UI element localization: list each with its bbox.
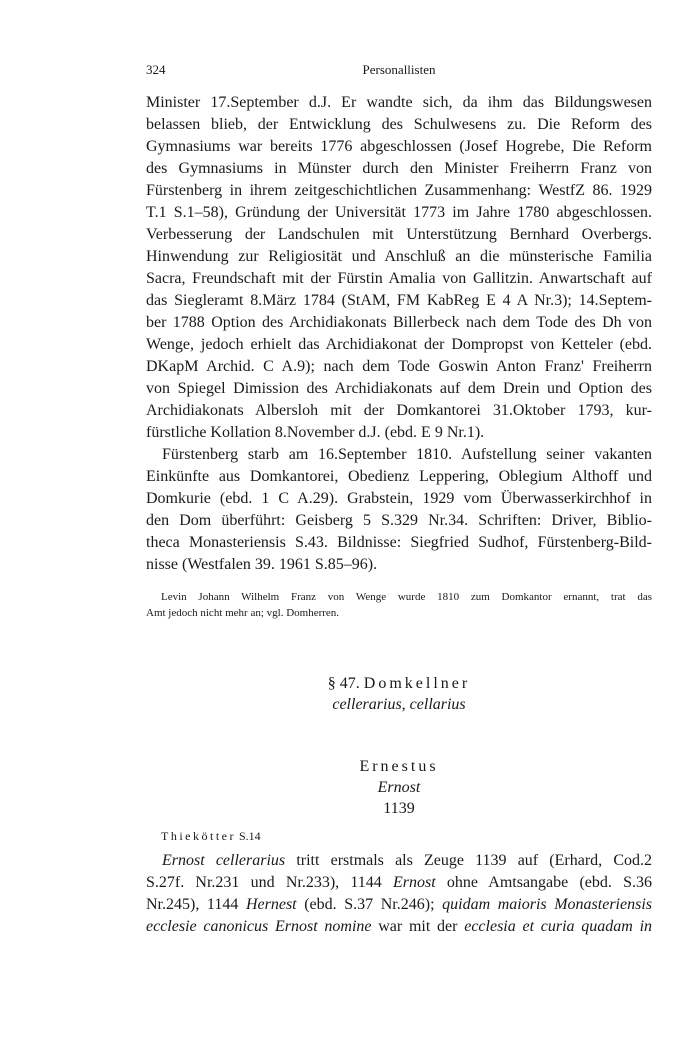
text-line: Einkünfte aus Domkantorei, Obedienz Leppering, Oblegium Althoff und [146,468,652,485]
note-line: Amt jedoch nicht mehr an; vgl. Domherren. [146,607,340,619]
section-number: § 47. [327,675,360,692]
text-line [146,916,652,938]
text-line [162,850,652,872]
text-span: S.27f. Nr.231 und Nr.233), 1144 [146,874,393,891]
text-line [146,872,652,894]
text-line: Sacra, Freundschaft mit der Fürstin Amalia von Gallitzin. Anwartschaft auf [146,270,652,287]
text-line [146,894,652,916]
italic-phrase: Ernost [392,874,436,891]
text-line: Verbesserung der Landschulen mit Unterstützung Bernhard Overbergs. [146,226,652,243]
text-line: Archidiakonats Albersloh mit der Domkantorei 31.Oktober 1793, kur- [146,402,652,419]
text-line: des Gymnasiums in Münster durch den Minister Freiherrn Franz von [146,160,652,177]
entry-year: 1139 [383,800,415,817]
italic-phrase: Ernost cellerarius [162,852,286,869]
text-line: belassen blieb, der Entwicklung des Schulwesens zu. Die Reform des [146,116,652,133]
page-number: 324 [146,62,166,77]
text-line: Gymnasiums war bereits 1776 abgeschlossen (Josef Hogrebe, Die Reform [146,138,652,155]
text-line: Fürstenberg in ihrem zeitgeschichtlichen Zusammenhang: WestfZ 86. 1929 [146,182,652,199]
text-span: ohne Amtsangabe (ebd. S.36 [435,874,652,891]
italic-phrase: ecclesie canonicus Ernost nomine [146,918,372,935]
entry-name-variant: Ernost [377,779,421,796]
text-line: T.1 S.1–58), Gründung der Universität 1773 im Jahre 1780 abgeschlossen. [146,204,652,221]
text-line: nisse (Westfalen 39. 1961 S.85–96). [146,556,378,573]
section-subtitle: cellerarius, cellarius [332,696,466,713]
text-line: von Spiegel Dimission des Archidiakonats auf dem Drein und Option des [146,380,652,397]
text-line: Minister 17.September d.J. Er wandte sich, da ihm das Bildungswesen [146,94,652,111]
source-author: Thiekötter [161,829,236,843]
text-span: war mit der [371,918,465,935]
note-line: Levin Johann Wilhelm Franz von Wenge wurde 1810 zum Domkantor ernannt, trat das [161,591,652,603]
text-span: (ebd. S.37 Nr.246); [296,896,443,913]
text-line: Hinwendung zur Religiosität und Anschluß an die münsterische Familia [146,248,652,265]
text-line: das Siegleramt 8.März 1784 (StAM, FM KabReg E 4 A Nr.3); 14.Septem- [146,292,652,309]
entry-name: Ernestus [359,758,439,775]
italic-phrase: quidam maioris Monasteriensis [442,896,653,913]
text-span: tritt erstmals als Zeuge 1139 auf (Erhard, Cod.2 [285,852,652,869]
source-reference [161,827,261,845]
section-heading [146,673,652,695]
text-span: Nr.245), 1144 [146,896,246,913]
text-line: ber 1788 Option des Archidiakonats Billerbeck nach dem Tode des Dh von [146,314,652,331]
text-line: fürstliche Kollation 8.November d.J. (ebd. E 9 Nr.1). [146,424,485,441]
italic-phrase: Hernest [245,896,297,913]
text-line: theca Monasteriensis S.43. Bildnisse: Siegfried Sudhof, Fürstenberg-Bild- [146,534,652,551]
running-title: Personallisten [362,62,436,77]
section-title: Domkellner [363,675,471,692]
text-line: Domkurie (ebd. 1 C A.29). Grabstein, 1929 vom Überwasserkirchhof in [146,490,652,507]
text-line: den Dom überführt: Geisberg 5 S.329 Nr.34. Schriften: Driver, Biblio- [146,512,652,529]
text-line: Fürstenberg starb am 16.September 1810. Aufstellung seiner vakanten [162,446,652,463]
text-line: Wenge, jedoch erhielt das Archidiakonat der Dompropst von Ketteler (ebd. [146,336,652,353]
source-page: S.14 [238,829,261,843]
page-header [146,62,652,82]
italic-phrase: ecclesia et curia quadam in [464,918,653,935]
text-line: DKapM Archid. C A.9); nach dem Tode Goswin Anton Franz' Freiherrn [146,358,652,375]
